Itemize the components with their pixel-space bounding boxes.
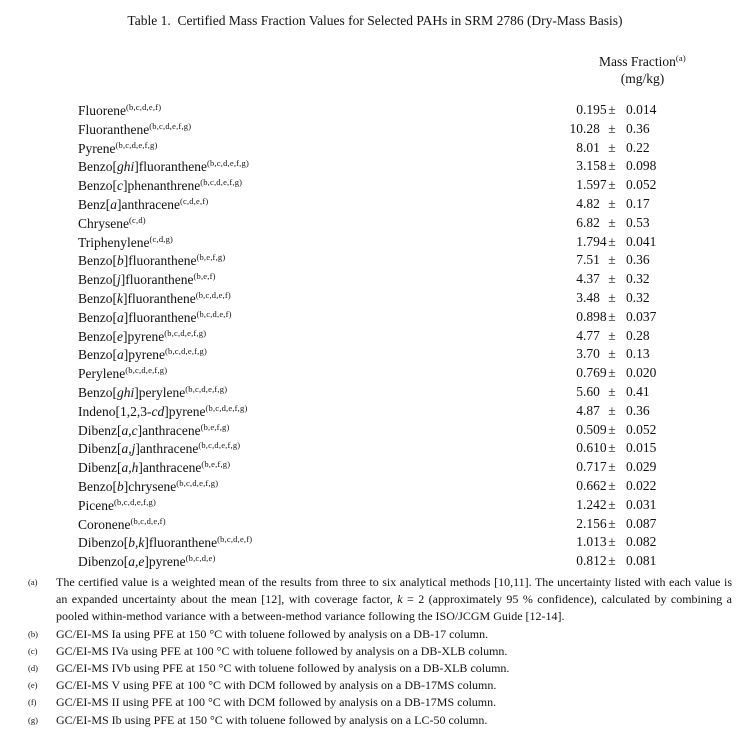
table-row xyxy=(0,196,750,215)
value-integer-part: 1 xyxy=(576,233,583,249)
footnote-marker: (f) xyxy=(28,697,37,708)
value-fraction-part: .82 xyxy=(583,195,600,211)
footnote xyxy=(0,694,750,711)
uncertainty-cell: 0.014 xyxy=(626,102,657,117)
table-row xyxy=(0,516,750,535)
plus-minus-symbol: ± xyxy=(608,383,616,399)
footnote-text: GC/EI-MS IVa using PFE at 100 °C with toluene followed by analysis on a DB-XLB column. xyxy=(56,643,508,658)
value-integer-part: 1 xyxy=(576,496,583,512)
compound-name: Benzo[e]pyrene$^{(b,c,d,e,f,g)}$ xyxy=(78,327,207,344)
compound-name: Dibenz[a,j]anthracene$^{(b,c,d,e,f,g)}$ xyxy=(78,440,241,457)
compound-name: Dibenz[a,c]anthracene$^{(b,e,f,g)}$ xyxy=(78,421,230,438)
mass-fraction-header xyxy=(545,50,740,71)
value-fraction-part: .242 xyxy=(583,496,607,512)
uncertainty-cell: 0.052 xyxy=(626,177,657,193)
compound-name: Fluorene$^{(b,c,d,e,f)}$ xyxy=(78,102,162,118)
uncertainty-cell: 0.020 xyxy=(626,365,657,381)
footnote xyxy=(0,660,750,677)
plus-minus-symbol: ± xyxy=(608,346,616,362)
compound-name: Coronene$^{(b,c,d,e,f)}$ xyxy=(78,515,166,532)
value-fraction-part: .597 xyxy=(583,177,607,193)
uncertainty-cell: 0.022 xyxy=(626,477,657,493)
compound-superscript: (b,c,d,e,f,g) xyxy=(149,120,192,131)
plus-minus-symbol: ± xyxy=(608,120,616,136)
value-integer-part: 4 xyxy=(576,271,583,287)
value-integer-part: 2 xyxy=(576,515,583,531)
table-row xyxy=(0,328,750,347)
compound-name: Dibenz[a,h]anthracene$^{(b,e,f,g)}$ xyxy=(78,459,231,476)
compound-name: Benzo[ghi]perylene$^{(b,c,d,e,f,g)}$ xyxy=(78,383,228,400)
table-row xyxy=(0,478,750,497)
compound-name: Indeno[1,2,3-cd]pyrene$^{(b,c,d,e,f,g)}$ xyxy=(78,402,248,419)
table-row xyxy=(0,140,750,159)
plus-minus-symbol: ± xyxy=(608,459,616,475)
footnote-text: GC/EI-MS II using PFE at 100 °C with DCM followed by analysis on a DB-17MS column. xyxy=(56,695,497,710)
plus-minus-symbol: ± xyxy=(608,553,616,569)
compound-superscript: (b,c,d,e,f) xyxy=(130,515,166,526)
table-row xyxy=(0,215,750,234)
page-title: Table 1. Certified Mass Fraction Values for Selected PAHs in SRM 2786 (Dry-Mass Basis) xyxy=(127,13,623,28)
value-integer-part: 0 xyxy=(576,440,583,456)
value-fraction-part: .51 xyxy=(583,252,600,268)
value-integer-part: 0 xyxy=(576,102,583,117)
value-fraction-part: .769 xyxy=(583,365,607,381)
table-body xyxy=(0,102,750,572)
compound-superscript: (b,c,d,e,f,g) xyxy=(198,440,241,451)
footnote-marker: (c) xyxy=(28,645,38,656)
plus-minus-symbol: ± xyxy=(608,496,616,512)
value-fraction-part: .013 xyxy=(583,534,607,550)
compound-name: Benzo[c]phenanthrene$^{(b,c,d,e,f,g)}$ xyxy=(78,177,243,194)
compound-superscript: (b,c,d,e,f,g) xyxy=(205,402,248,413)
plus-minus-symbol: ± xyxy=(608,440,616,456)
value-fraction-part: .28 xyxy=(583,120,600,136)
plus-minus-symbol: ± xyxy=(608,308,616,324)
compound-name: Picene$^{(b,c,d,e,f,g)}$ xyxy=(78,496,157,513)
value-integer-part: 0 xyxy=(576,365,583,381)
compound-superscript: (c,d,g) xyxy=(149,233,174,244)
plus-minus-symbol: ± xyxy=(608,402,616,418)
footnote-text: GC/EI-MS Ib using PFE at 150 °C with toluene followed by analysis on a LC-50 column. xyxy=(56,712,488,727)
footnote-text: GC/EI-MS IVb using PFE at 150 °C with toluene followed by analysis on a DB-XLB column. xyxy=(56,661,510,676)
value-fraction-part: .794 xyxy=(583,233,607,249)
footnote-text: The certified value is a weighted mean of the results from three to six analytical methods [10,11]. The uncertainty listed with each value is an expanded uncertainty about the mean [12], with coverage factor, k = 2 (approximately 95 % confidence), calculated by combining a pooled within-method variance with a between-method variance following the ISO/JCGM Guide [12-14]. xyxy=(56,575,732,624)
value-integer-part: 8 xyxy=(576,139,583,155)
footnote xyxy=(0,677,750,694)
footnote xyxy=(0,626,750,643)
table-row xyxy=(0,497,750,516)
compound-name: Benzo[a]fluoranthene$^{(b,c,d,e,f)}$ xyxy=(78,308,232,325)
table-row xyxy=(0,290,750,309)
footnote xyxy=(0,643,750,660)
plus-minus-symbol: ± xyxy=(608,515,616,531)
compound-superscript: (b,c,d,e,f,g) xyxy=(164,327,207,338)
uncertainty-cell: 0.32 xyxy=(626,271,650,287)
compound-name: Dibenzo[b,k]fluoranthene$^{(b,c,d,e,f)}$ xyxy=(78,534,253,551)
compound-superscript: (b,c,d,e,f,g) xyxy=(176,477,219,488)
value-fraction-part: .87 xyxy=(583,402,600,418)
plus-minus-symbol: ± xyxy=(608,102,616,117)
uncertainty-cell: 0.28 xyxy=(626,327,650,343)
plus-minus-symbol: ± xyxy=(608,195,616,211)
value-fraction-part: .01 xyxy=(583,139,600,155)
value-integer-part: 6 xyxy=(576,214,583,230)
value-integer-part: 3 xyxy=(576,289,583,305)
uncertainty-cell: 0.17 xyxy=(626,195,650,211)
compound-superscript: (b,c,d,e,f,g) xyxy=(185,383,228,394)
compound-superscript: (b,e,f,g) xyxy=(196,252,226,263)
compound-superscript: (b,c,d,e,f) xyxy=(217,534,253,545)
compound-name: Benz[a]anthracene$^{(c,d,e,f)}$ xyxy=(78,195,209,212)
uncertainty-cell: 0.041 xyxy=(626,233,657,249)
value-fraction-part: .37 xyxy=(583,271,600,287)
table-row xyxy=(0,403,750,422)
value-integer-part: 10 xyxy=(569,120,583,136)
footnote-marker: (e) xyxy=(28,680,38,691)
uncertainty-cell: 0.13 xyxy=(626,346,650,362)
compound-superscript: (b,c,d,e,f) xyxy=(196,308,232,319)
plus-minus-symbol: ± xyxy=(608,365,616,381)
value-integer-part: 4 xyxy=(576,327,583,343)
value-fraction-part: .812 xyxy=(583,553,607,569)
value-integer-part: 0 xyxy=(576,553,583,569)
uncertainty-cell: 0.36 xyxy=(626,402,650,418)
table-row xyxy=(0,384,750,403)
plus-minus-symbol: ± xyxy=(608,252,616,268)
footnote-marker: (d) xyxy=(28,663,38,674)
value-fraction-part: .156 xyxy=(583,515,607,531)
value-integer-part: 5 xyxy=(576,383,583,399)
plus-minus-symbol: ± xyxy=(608,177,616,193)
value-fraction-part: .158 xyxy=(583,158,607,174)
compound-name: Fluoranthene$^{(b,c,d,e,f,g)}$ xyxy=(78,120,192,137)
value-integer-part: 1 xyxy=(576,177,583,193)
compound-name: Chrysene$^{(c,d)}$ xyxy=(78,214,146,231)
uncertainty-cell: 0.087 xyxy=(626,515,657,531)
value-fraction-part: .195 xyxy=(583,102,607,117)
uncertainty-cell: 0.031 xyxy=(626,496,657,512)
table-row xyxy=(0,459,750,478)
compound-name: Benzo[k]fluoranthene$^{(b,c,d,e,f)}$ xyxy=(78,289,231,306)
footnote-text: GC/EI-MS V using PFE at 100 °C with DCM followed by analysis on a DB-17MS column. xyxy=(56,678,497,693)
value-integer-part: 0 xyxy=(576,477,583,493)
plus-minus-symbol: ± xyxy=(608,289,616,305)
compound-name: Benzo[a]pyrene$^{(b,c,d,e,f,g)}$ xyxy=(78,346,207,363)
footnote-marker: (b) xyxy=(28,628,38,639)
compound-superscript: (b,c,d,e) xyxy=(185,553,216,564)
compound-superscript: (b,c,d,e,f,g) xyxy=(206,158,249,169)
table-row xyxy=(0,553,750,572)
uncertainty-cell: 0.015 xyxy=(626,440,657,456)
value-integer-part: 4 xyxy=(576,195,583,211)
value-integer-part: 1 xyxy=(576,534,583,550)
value-fraction-part: .60 xyxy=(583,383,600,399)
table-row xyxy=(0,422,750,441)
table-row xyxy=(0,534,750,553)
uncertainty-cell: 0.082 xyxy=(626,534,657,550)
compound-name: Benzo[j]fluoranthene$^{(b,e,f)}$ xyxy=(78,271,216,288)
value-fraction-part: .77 xyxy=(583,327,600,343)
table-row xyxy=(0,234,750,253)
table-row xyxy=(0,158,750,177)
table-row xyxy=(0,252,750,271)
footnote xyxy=(0,574,750,626)
compound-superscript: (b,e,f,g) xyxy=(201,459,231,470)
value-fraction-part: .717 xyxy=(583,459,607,475)
compound-name: Benzo[b]fluoranthene$^{(b,e,f,g)}$ xyxy=(78,252,226,269)
uncertainty-cell: 0.36 xyxy=(626,120,650,136)
compound-superscript: (b,e,f,g) xyxy=(200,421,230,432)
header-superscript: (a) xyxy=(675,53,686,63)
compound-superscript: (b,c,d,e,f) xyxy=(126,102,162,112)
uncertainty-cell: 0.098 xyxy=(626,158,657,174)
uncertainty-cell: 0.41 xyxy=(626,383,650,399)
uncertainty-cell: 0.081 xyxy=(626,553,657,569)
compound-superscript: (b,c,d,e,f,g) xyxy=(114,496,157,507)
value-integer-part: 3 xyxy=(576,158,583,174)
compound-superscript: (b,c,d,e,f,g) xyxy=(115,139,158,150)
uncertainty-cell: 0.22 xyxy=(626,139,650,155)
plus-minus-symbol: ± xyxy=(608,421,616,437)
value-fraction-part: .82 xyxy=(583,214,600,230)
compound-superscript: (b,c,d,e,f,g) xyxy=(200,177,243,188)
footnote-marker: (a) xyxy=(28,577,38,587)
table-row xyxy=(0,365,750,384)
footnote-text: GC/EI-MS Ia using PFE at 150 °C with toluene followed by analysis on a DB-17 column. xyxy=(56,626,489,641)
mass-fraction-label: Mass Fraction xyxy=(599,54,676,69)
footnote-marker: (g) xyxy=(28,714,38,725)
plus-minus-symbol: ± xyxy=(608,139,616,155)
table-row xyxy=(0,271,750,290)
footnote xyxy=(0,712,750,729)
compound-name: Pyrene$^{(b,c,d,e,f,g)}$ xyxy=(78,139,158,156)
table-row xyxy=(0,177,750,196)
compound-name: Triphenylene$^{(c,d,g)}$ xyxy=(78,233,174,250)
compound-name: Dibenzo[a,e]pyrene$^{(b,c,d,e)}$ xyxy=(78,553,216,570)
uncertainty-cell: 0.32 xyxy=(626,289,650,305)
plus-minus-symbol: ± xyxy=(608,271,616,287)
uncertainty-cell: 0.037 xyxy=(626,308,657,324)
value-fraction-part: .662 xyxy=(583,477,607,493)
plus-minus-symbol: ± xyxy=(608,158,616,174)
compound-superscript: (b,c,d,e,f,g) xyxy=(125,365,168,376)
plus-minus-symbol: ± xyxy=(608,534,616,550)
value-fraction-part: .48 xyxy=(583,289,600,305)
compound-superscript: (c,d) xyxy=(129,214,146,225)
compound-name: Benzo[b]chrysene$^{(b,c,d,e,f,g)}$ xyxy=(78,477,219,494)
value-fraction-part: .509 xyxy=(583,421,607,437)
footnotes-section xyxy=(0,574,750,729)
value-integer-part: 3 xyxy=(576,346,583,362)
uncertainty-cell: 0.36 xyxy=(626,252,650,268)
table-row xyxy=(0,309,750,328)
plus-minus-symbol: ± xyxy=(608,477,616,493)
plus-minus-symbol: ± xyxy=(608,233,616,249)
table-row xyxy=(0,121,750,140)
compound-superscript: (b,c,d,e,f) xyxy=(195,289,231,300)
compound-name: Benzo[ghi]fluoranthene$^{(b,c,d,e,f,g)}$ xyxy=(78,158,249,175)
uncertainty-cell: 0.53 xyxy=(626,214,650,230)
table-row xyxy=(0,440,750,459)
value-integer-part: 0 xyxy=(576,421,583,437)
uncertainty-cell: 0.029 xyxy=(626,459,657,475)
table-row xyxy=(0,346,750,365)
unit-header: (mg/kg) xyxy=(620,70,665,86)
compound-name: Perylene$^{(b,c,d,e,f,g)}$ xyxy=(78,365,168,382)
column-header xyxy=(545,50,740,87)
value-fraction-part: .898 xyxy=(583,308,607,324)
table-row xyxy=(0,102,750,121)
compound-superscript: (b,e,f) xyxy=(193,271,216,282)
value-integer-part: 0 xyxy=(576,308,583,324)
value-integer-part: 4 xyxy=(576,402,583,418)
value-fraction-part: .610 xyxy=(583,440,607,456)
value-integer-part: 0 xyxy=(576,459,583,475)
value-integer-part: 7 xyxy=(576,252,583,268)
value-fraction-part: .70 xyxy=(583,346,600,362)
compound-superscript: (b,c,d,e,f,g) xyxy=(164,346,207,357)
uncertainty-cell: 0.052 xyxy=(626,421,657,437)
compound-superscript: (c,d,e,f) xyxy=(179,195,209,206)
plus-minus-symbol: ± xyxy=(608,327,616,343)
plus-minus-symbol: ± xyxy=(608,214,616,230)
